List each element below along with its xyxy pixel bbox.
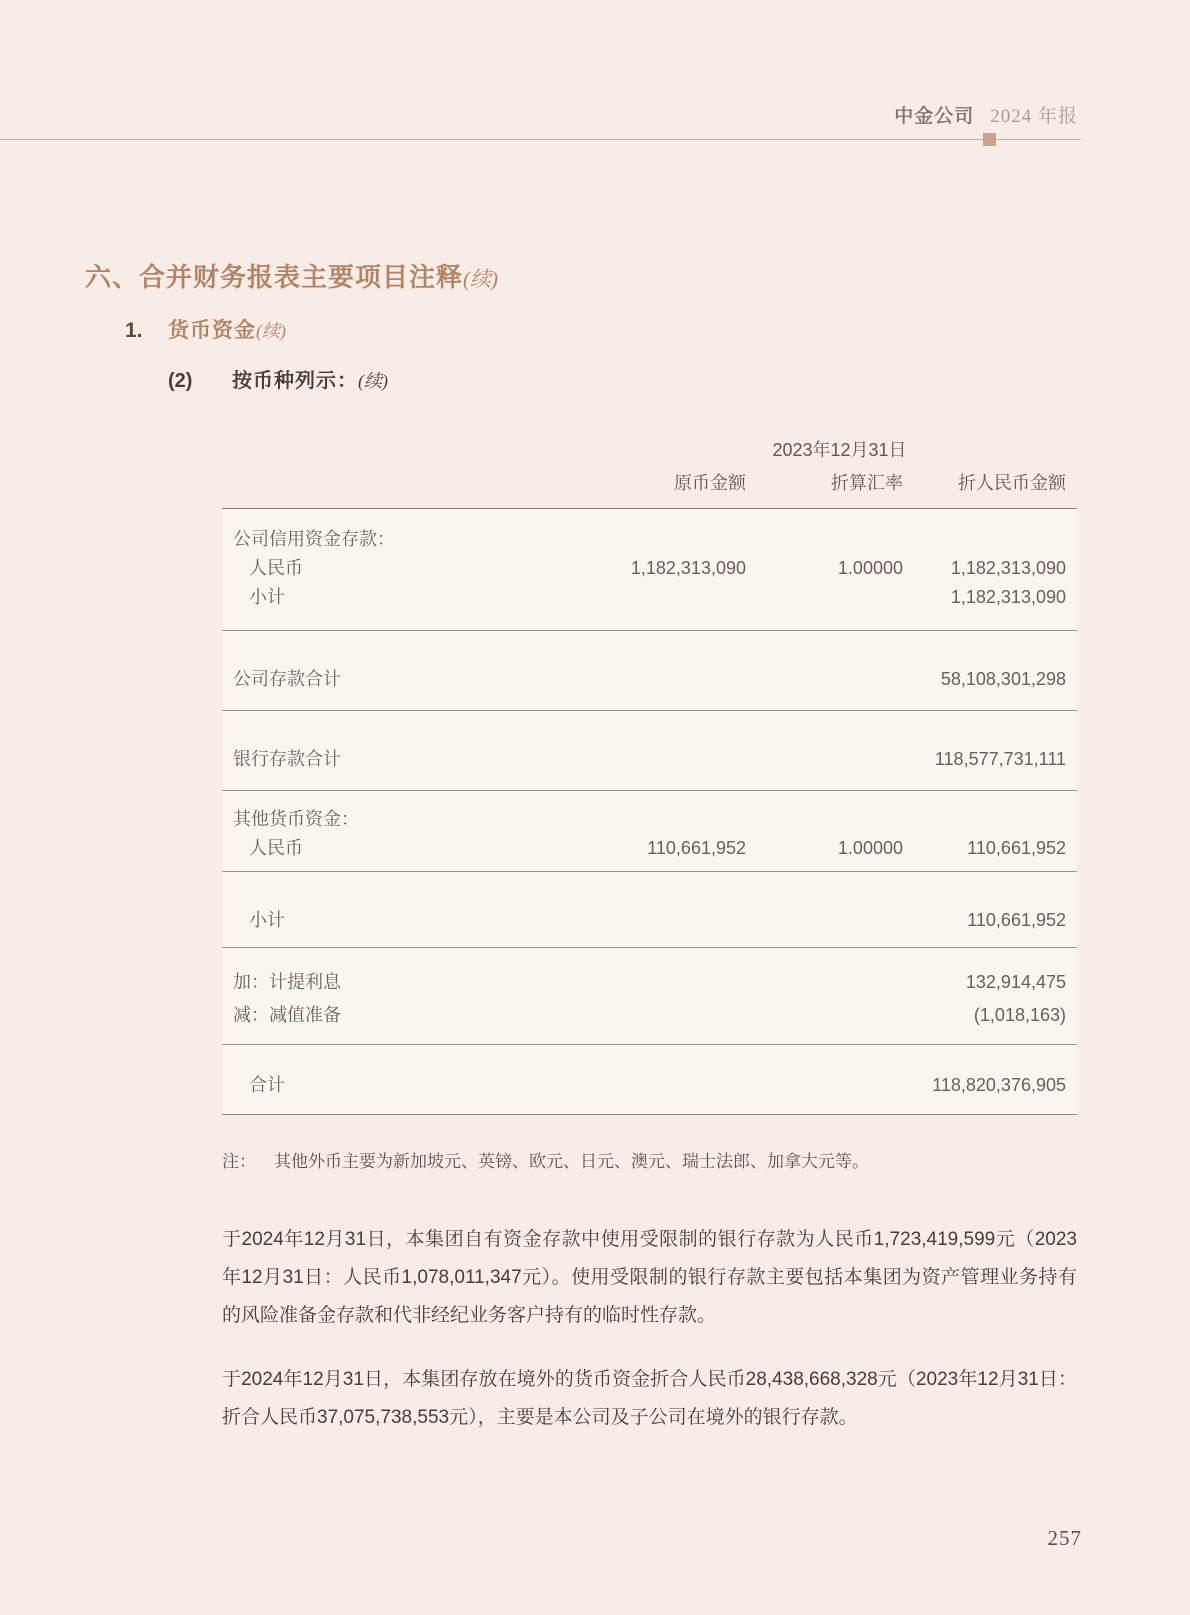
note-prefix: 注：	[222, 1152, 256, 1171]
table-row	[222, 554, 1077, 583]
item-number: (2)	[168, 370, 193, 392]
cell-rmb-amount: 110,661,952	[967, 838, 1066, 858]
cell-rmb-amount	[903, 525, 1077, 554]
table-group	[222, 872, 1077, 948]
cell-original-amount	[526, 583, 746, 612]
cell-original-amount	[526, 745, 746, 774]
page-number: 257	[1047, 1526, 1082, 1550]
row-label: 减：减值准备	[233, 1005, 341, 1025]
subsection-number: 1.	[125, 319, 143, 342]
cell-original-amount	[526, 1071, 746, 1100]
cell-exchange-rate: 1.00000	[837, 838, 903, 858]
cell-original-amount: 1,182,313,090	[630, 558, 746, 578]
table-row	[222, 805, 1077, 834]
report-year-label: 2024 年报	[990, 106, 1078, 127]
cell-exchange-rate	[746, 1071, 903, 1100]
row-label: 人民币	[249, 558, 303, 578]
cell-exchange-rate	[746, 999, 903, 1032]
table-date-header-row	[222, 438, 1077, 462]
table-group	[222, 948, 1077, 1045]
cell-exchange-rate	[746, 525, 903, 554]
cell-exchange-rate: 1.00000	[837, 558, 903, 578]
row-label: 小计	[249, 587, 285, 607]
cell-original-amount	[526, 906, 746, 935]
column-header-rmb-amount: 折人民币金额	[958, 473, 1066, 493]
cell-rmb-amount: 118,820,376,905	[932, 1075, 1066, 1095]
table-group	[222, 631, 1077, 711]
table-row	[222, 1071, 1077, 1100]
cell-exchange-rate	[746, 583, 903, 612]
cell-rmb-amount: 1,182,313,090	[950, 558, 1066, 578]
cell-rmb-amount: (1,018,163)	[973, 1005, 1066, 1025]
running-header-text	[894, 101, 1078, 128]
row-label: 小计	[249, 910, 285, 930]
cell-exchange-rate	[746, 805, 903, 834]
item-title-text: 按币种列示：	[232, 370, 358, 392]
cell-original-amount	[526, 966, 746, 999]
cell-rmb-amount: 132,914,475	[965, 972, 1066, 992]
header-rule	[0, 139, 1081, 140]
row-label: 银行存款合计	[233, 749, 341, 769]
column-header-original-amount: 原币金额	[674, 473, 746, 493]
row-label: 其他货币资金：	[233, 809, 359, 829]
table-row	[222, 525, 1077, 554]
table-row	[222, 583, 1077, 612]
paragraph-overseas-funds: 于2024年12月31日，本集团存放在境外的货币资金折合人民币28,438,668,328元（2023年12月31日：折合人民币37,075,738,553元），主要是本公司及子公司在境外的银行存款。	[222, 1369, 1077, 1428]
column-header-exchange-rate: 折算汇率	[831, 473, 903, 493]
table-group	[222, 711, 1077, 791]
table-note	[222, 1149, 1077, 1175]
table-group	[222, 791, 1077, 872]
section-title-text: 六、合并财务报表主要项目注释	[85, 262, 464, 292]
item-title	[168, 367, 1190, 396]
subsection-title-text: 货币资金	[168, 319, 256, 342]
cell-original-amount	[526, 999, 746, 1032]
section-continued-mark: (续)	[463, 267, 499, 291]
cell-exchange-rate	[746, 665, 903, 694]
table-row	[222, 745, 1077, 774]
table-row	[222, 834, 1077, 863]
item-continued-mark: (续)	[358, 371, 388, 391]
company-name: 中金公司	[894, 106, 975, 127]
table-column-header-row	[222, 471, 1077, 495]
table-date-header: 2023年12月31日	[772, 440, 907, 460]
paragraph-restricted-deposits: 于2024年12月31日，本集团自有资金存款中使用受限制的银行存款为人民币1,723,419,599元（2023年12月31日：人民币1,078,011,347元）。使用受限制的银行存款主要包括本集团为资产管理业务持有的风险准备金存款和代非经纪业务客户持有的临时性存款。	[222, 1229, 1077, 1326]
cell-original-amount	[526, 525, 746, 554]
cell-rmb-amount: 1,182,313,090	[950, 587, 1066, 607]
cell-rmb-amount: 118,577,731,111	[934, 749, 1066, 769]
header-square-ornament	[983, 133, 996, 146]
cell-exchange-rate	[746, 906, 903, 935]
row-label: 人民币	[249, 838, 303, 858]
cell-rmb-amount: 110,661,952	[967, 910, 1066, 930]
subsection-continued-mark: (续)	[256, 321, 286, 341]
subsection-title	[125, 316, 1190, 346]
row-label: 合计	[249, 1075, 285, 1095]
row-label: 加：计提利息	[233, 972, 341, 992]
cell-original-amount: 110,661,952	[647, 838, 746, 858]
table-group	[222, 509, 1077, 631]
cell-exchange-rate	[746, 745, 903, 774]
table-row	[222, 665, 1077, 694]
cell-rmb-amount: 58,108,301,298	[940, 669, 1066, 689]
table-row	[222, 906, 1077, 935]
table-row	[222, 966, 1077, 999]
cell-original-amount	[526, 805, 746, 834]
section-title	[85, 260, 1190, 296]
cell-exchange-rate	[746, 966, 903, 999]
row-label: 公司存款合计	[233, 669, 341, 689]
table-row	[222, 999, 1077, 1032]
table-body	[222, 508, 1077, 1115]
cell-rmb-amount	[903, 805, 1077, 834]
row-label: 公司信用资金存款：	[233, 529, 395, 549]
note-text: 其他外币主要为新加坡元、英镑、欧元、日元、澳元、瑞士法郎、加拿大元等。	[274, 1152, 869, 1171]
cell-original-amount	[526, 665, 746, 694]
currency-table	[222, 438, 1077, 1115]
table-group	[222, 1045, 1077, 1115]
